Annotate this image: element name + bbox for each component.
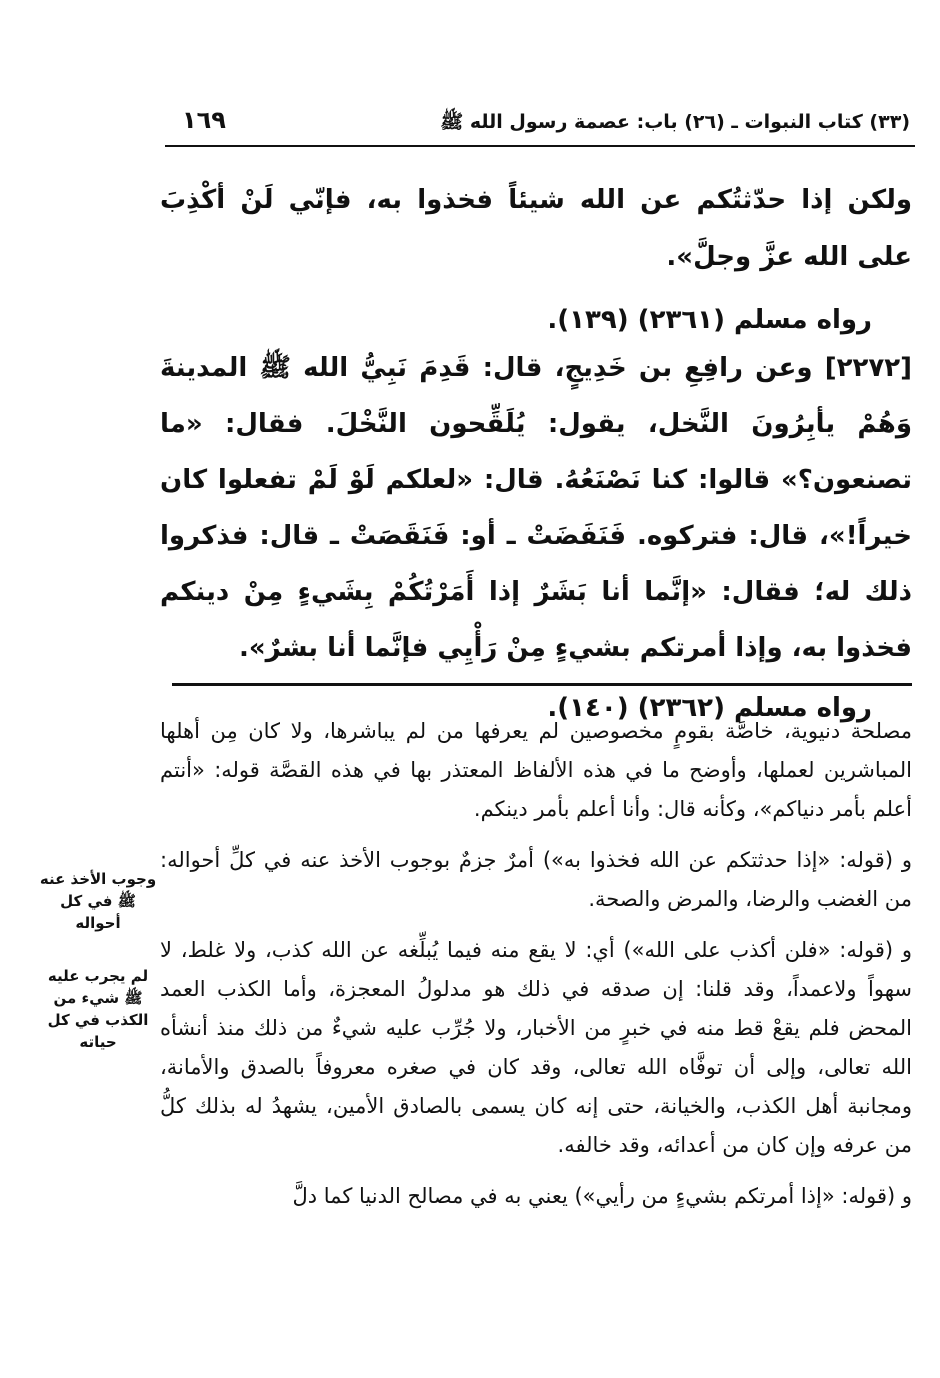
running-title: (٣٣) كتاب النبوات ـ (٢٦) باب: عصمة رسول الله ﷺ [440, 111, 910, 133]
commentary-paragraph-1: مصلحة دنيوية، خاصَّة بقومٍ مخصوصين لم يعرفها من لم يباشرها، ولا كان مِن أهلها المباشرين لعملها، وأوضح ما في هذه الألفاظ المعتذر بها في هذه القصَّة قوله: «أنتم أعلم بأمر دنياكم»، وكأنه قال: وأنا أعلم بأمر دينكم. [160, 719, 912, 821]
hadith-text: وعن رافِعِ بن خَدِيجٍ، قال: قَدِمَ نَبِيُّ الله ﷺ المدينةَ وَهُمْ يأبِرُونَ النَّخل، يقول: يُلَقِّحون النَّخْلَ. فقال: «ما تصنعون؟» قالوا: كنا نَصْنَعُهُ. قال: «لعلكم لَوْ لَمْ تفعلوا كان خيراً!»، قال: فتركوه. فَنَفَضَتْ ـ أو: فَنَقَصَتْ ـ قال: فذكروا ذلك له؛ فقال: «إنَّما أنا بَشَرٌ إذا أَمَرْتُكُمْ بِشَيءٍ مِنْ دينكم فخذوا به، وإذا أمرتكم بشيءٍ مِنْ رَأْيِي فإنَّما أنا بشرٌ». [160, 353, 912, 663]
margin-note-2: لم يجرب عليه ﷺ شيء من الكذب في كل حياته [47, 967, 149, 1051]
hadith-paragraph [160, 340, 912, 676]
page-number: ١٦٩ [182, 106, 226, 134]
footnote-rule [172, 683, 912, 686]
hadith-continuation [160, 172, 912, 349]
margin-note-1: وجوب الأخذ عنه ﷺ في كل أحواله [39, 870, 157, 932]
page-header [172, 106, 910, 144]
commentary-paragraph-2: و (قوله: «إذا حدثتكم عن الله فخذوا به») أمرٌ جزمٌ بوجوب الأخذ عنه في كلِّ أحواله: من الغضب والرضا، والمرض والصحة. [160, 848, 912, 911]
hadith-number: [٢٢٧٢] [824, 353, 913, 383]
commentary [160, 712, 912, 1228]
citation-2: رواه مسلم (٢٣٦٢) (١٤٠). [547, 693, 872, 723]
hadith-2272 [160, 340, 912, 736]
header-rule [165, 145, 915, 147]
continuation-text: ولكن إذا حدّثتُكم عن الله شيئاً فخذوا به، فإنّي لَنْ أكْذِبَ على الله عزَّ وجلَّ». [160, 185, 912, 272]
commentary-paragraph-4: و (قوله: «إذا أمرتكم بشيءٍ من رأيي») يعني به في مصالح الدنيا كما دلَّ [292, 1184, 912, 1208]
commentary-paragraph-3: و (قوله: «فلن أكذب على الله») أي: لا يقع منه فيما يُبلِّغه عن الله كذب، ولا غلط، لا سهواً ولاعمداً، وقد قلنا: إن صدقه في ذلك هو مدلولُ المعجزة، وأما الكذب العمد المحض فلم يقعْ قط منه في خبرٍ من الأخبار، ولا جُرِّب عليه شيءٌ من ذلك منذ أنشأه الله تعالى، وإلى أن توفَّاه الله تعالى، وقد كان في صغره معروفاً بالصدق والأمانة، ومجانبة أهل الكذب، والخيانة، حتى إنه كان يسمى بالصادق الأمين، يشهدُ له بذلك كلُّ من عرفه وإن كان من أعدائه، وقد خالفه. [160, 938, 912, 1157]
citation-1: رواه مسلم (٢٣٦١) (١٣٩). [547, 305, 872, 335]
